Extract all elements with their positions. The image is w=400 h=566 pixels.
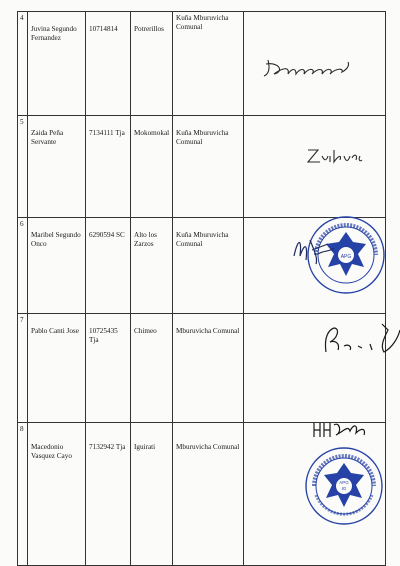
community-name: Iguirati [134,443,156,451]
row-number-cell [18,218,28,314]
id-number: 7132942 Tja [89,443,126,451]
person-name: Maribel Segundo Onco [31,231,81,249]
role-cell [173,116,244,218]
role-cell [173,12,244,116]
person-name: Macedonio Vasquez Cayo [31,443,72,461]
ci-cell [86,116,131,218]
svg-text:IG: IG [341,486,347,491]
handwritten-signature [288,230,338,270]
table-row [18,218,386,314]
community-name: Chimeo [134,327,157,335]
person-name: Zaida Peña Servante [31,129,64,147]
role-cell [173,218,244,314]
name-cell [28,314,86,423]
svg-text:APG: APG [340,254,352,260]
community-cell [131,423,173,566]
ci-cell [86,218,131,314]
id-number: 10725435 Tja [89,327,118,345]
name-cell [28,12,86,116]
community-cell [131,12,173,116]
row-number-cell [18,116,28,218]
handwritten-signature [304,146,364,168]
row-number-cell [18,12,28,116]
handwritten-signature [260,54,355,84]
role-title: Mburuvicha Comunal [176,443,240,451]
community-cell [131,314,173,423]
signature-cell [244,116,386,218]
signature-table [17,11,386,566]
person-name: Juvina Segundo Fernandez [31,25,77,43]
community-name: Potrerillos [134,25,164,33]
signature-cell [244,423,386,566]
community-name: Alto los Zarzos [134,231,157,249]
ci-cell [86,314,131,423]
signature-cell [244,314,386,423]
handwritten-signature [318,320,400,360]
table-row [18,314,386,423]
table-row [18,12,386,116]
community-cell [131,116,173,218]
signature-cell [244,12,386,116]
row-number-cell [18,314,28,423]
signature-cell [244,218,386,314]
role-title: Kuña Mburuvicha Comunal [176,129,229,147]
svg-text:APG: APG [339,480,349,485]
name-cell [28,218,86,314]
table-row [18,116,386,218]
role-title: Kuña Mburuvicha Comunal [176,14,229,32]
row-number: 7 [20,316,24,324]
role-cell [173,423,244,566]
row-number-cell [18,423,28,566]
id-number: 7134111 Tja [89,129,125,137]
community-cell [131,218,173,314]
handwritten-signature [310,417,370,441]
role-cell [173,314,244,423]
ci-cell [86,423,131,566]
community-name: Mokomokal [134,129,170,137]
role-title: Mburuvicha Comunal [176,327,240,335]
person-name: Pablo Canti Jose [31,327,79,335]
name-cell [28,423,86,566]
table-row [18,423,386,566]
id-number: 6290594 SC [89,231,125,239]
row-number: 8 [20,425,24,433]
community-seal [302,443,386,529]
row-number: 5 [20,118,24,126]
id-number: 10714814 [89,25,118,33]
name-cell [28,116,86,218]
role-title: Kuña Mburuvicha Comunal [176,231,229,249]
row-number: 6 [20,220,24,228]
ci-cell [86,12,131,116]
row-number: 4 [20,14,24,22]
